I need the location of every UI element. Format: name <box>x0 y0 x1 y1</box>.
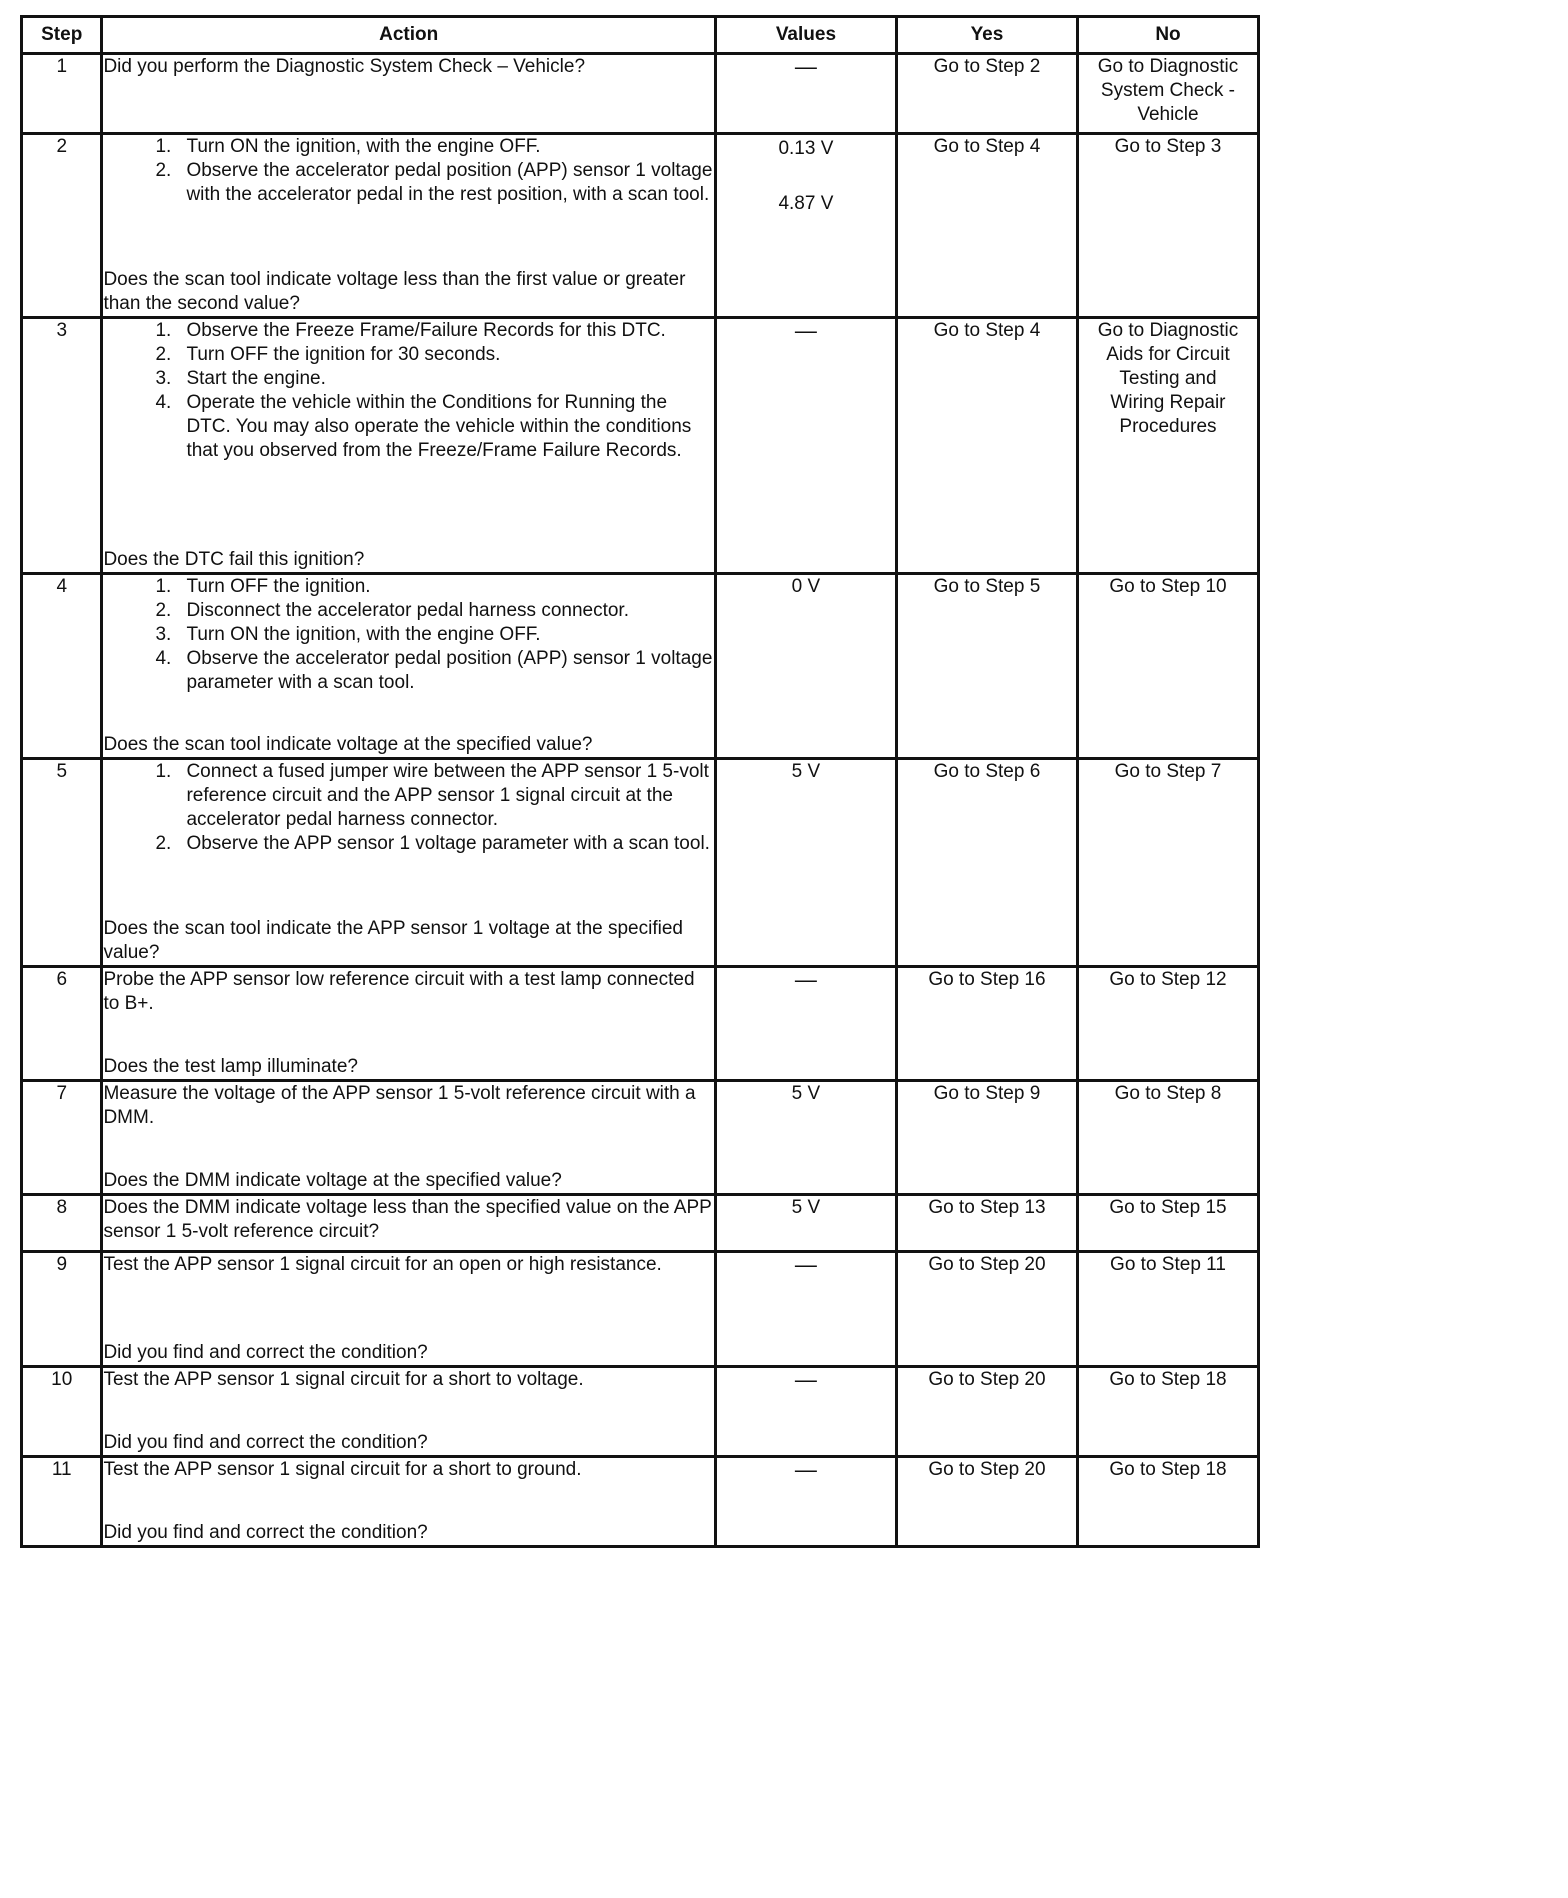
value-cell <box>715 1457 896 1547</box>
no-cell <box>1077 54 1258 134</box>
value-cell <box>715 1081 896 1195</box>
diagnostic-table <box>20 15 1260 1548</box>
no-cell: Go to Step 7 <box>1077 759 1258 967</box>
yes-cell: Go to Step 9 <box>896 1081 1077 1195</box>
yes-cell: Go to Step 20 <box>896 1457 1077 1547</box>
value-text: 0 V <box>791 576 821 597</box>
value-text: — <box>794 1252 817 1277</box>
action-cell <box>102 54 715 134</box>
table-row <box>22 54 1259 134</box>
step-number: 3 <box>22 318 102 574</box>
no-text-line: Go to Diagnostic <box>1097 320 1239 341</box>
header-yes: Yes <box>896 17 1077 54</box>
action-steps <box>103 135 713 207</box>
table-row <box>22 1195 1259 1252</box>
value-cell <box>715 759 896 967</box>
action-cell <box>102 1367 715 1457</box>
header-row <box>22 17 1259 54</box>
table-row <box>22 1457 1259 1547</box>
action-step: 1. Connect a fused jumper wire between the APP sensor 1 5-volt reference circuit and the APP sensor 1 signal circuit at the accelerator pedal harness connector. <box>155 761 709 830</box>
action-step: 3. Start the engine. <box>155 368 326 389</box>
no-text-line: Aids for Circuit <box>1106 344 1230 365</box>
action-cell <box>102 1195 715 1252</box>
yes-cell: Go to Step 4 <box>896 134 1077 318</box>
step-number: 1 <box>22 54 102 134</box>
value-cell <box>715 1367 896 1457</box>
action-question: Does the DTC fail this ignition? <box>103 549 365 570</box>
value-text: 4.87 V <box>778 193 834 214</box>
action-question: Does the test lamp illuminate? <box>103 1056 358 1077</box>
header-step: Step <box>22 17 102 54</box>
action-text: Measure the voltage of the APP sensor 1 5-volt reference circuit with a DMM. <box>103 1083 696 1128</box>
no-text-line: Testing and <box>1119 368 1217 389</box>
value-cell <box>715 574 896 759</box>
action-text: Probe the APP sensor low reference circuit with a test lamp connected to B+. <box>103 969 695 1014</box>
action-cell <box>102 574 715 759</box>
step-number: 9 <box>22 1252 102 1367</box>
table-row <box>22 134 1259 318</box>
action-cell <box>102 967 715 1081</box>
table-row <box>22 759 1259 967</box>
no-text-line: Procedures <box>1119 416 1217 437</box>
value-text: 5 V <box>791 761 821 782</box>
action-steps <box>103 575 713 695</box>
step-number: 5 <box>22 759 102 967</box>
table-row <box>22 1081 1259 1195</box>
action-step: 2. Turn OFF the ignition for 30 seconds. <box>155 344 501 365</box>
yes-cell: Go to Step 2 <box>896 54 1077 134</box>
no-cell: Go to Step 15 <box>1077 1195 1258 1252</box>
value-cell <box>715 318 896 574</box>
step-number: 10 <box>22 1367 102 1457</box>
step-number: 7 <box>22 1081 102 1195</box>
value-text: — <box>794 54 817 79</box>
action-question: Does the DMM indicate voltage less than the specified value on the APP sensor 1 5-volt reference circuit? <box>103 1197 712 1242</box>
value-cell <box>715 1252 896 1367</box>
step-number: 11 <box>22 1457 102 1547</box>
step-number: 4 <box>22 574 102 759</box>
action-cell <box>102 134 715 318</box>
no-cell: Go to Step 12 <box>1077 967 1258 1081</box>
value-cell <box>715 134 896 318</box>
no-cell: Go to Step 18 <box>1077 1367 1258 1457</box>
action-text: Test the APP sensor 1 signal circuit for a short to voltage. <box>103 1369 584 1390</box>
action-cell <box>102 318 715 574</box>
action-step: 2. Disconnect the accelerator pedal harness connector. <box>155 600 629 621</box>
table-row <box>22 967 1259 1081</box>
value-cell <box>715 54 896 134</box>
step-number: 8 <box>22 1195 102 1252</box>
no-text-line: Vehicle <box>1137 104 1199 125</box>
table-row <box>22 574 1259 759</box>
no-text-line: Go to Diagnostic <box>1097 56 1239 77</box>
action-question: Did you find and correct the condition? <box>103 1522 428 1543</box>
value-text: 5 V <box>791 1083 821 1104</box>
action-cell <box>102 1081 715 1195</box>
no-cell: Go to Step 8 <box>1077 1081 1258 1195</box>
yes-cell: Go to Step 4 <box>896 318 1077 574</box>
header-no: No <box>1077 17 1258 54</box>
action-text: Did you perform the Diagnostic System Check – Vehicle? <box>103 56 586 77</box>
action-step: 3. Turn ON the ignition, with the engine OFF. <box>155 624 541 645</box>
yes-cell: Go to Step 5 <box>896 574 1077 759</box>
no-cell: Go to Step 3 <box>1077 134 1258 318</box>
value-text: — <box>794 1367 817 1392</box>
no-cell: Go to Step 18 <box>1077 1457 1258 1547</box>
value-text: — <box>794 967 817 992</box>
yes-cell: Go to Step 16 <box>896 967 1077 1081</box>
action-question: Did you find and correct the condition? <box>103 1432 428 1453</box>
action-question: Does the scan tool indicate voltage at the specified value? <box>103 734 593 755</box>
no-cell: Go to Step 10 <box>1077 574 1258 759</box>
action-steps <box>103 319 713 463</box>
action-step: 1. Observe the Freeze Frame/Failure Records for this DTC. <box>155 320 666 341</box>
table-row <box>22 1367 1259 1457</box>
table-row <box>22 1252 1259 1367</box>
action-steps <box>103 760 713 856</box>
no-cell <box>1077 318 1258 574</box>
action-step: 1. Turn ON the ignition, with the engine OFF. <box>155 136 541 157</box>
table-row <box>22 318 1259 574</box>
action-text: Test the APP sensor 1 signal circuit for a short to ground. <box>103 1459 582 1480</box>
no-cell: Go to Step 11 <box>1077 1252 1258 1367</box>
header-action: Action <box>102 17 715 54</box>
action-question: Does the scan tool indicate voltage less than the first value or greater than the second value? <box>103 269 686 314</box>
value-text: — <box>794 318 817 343</box>
action-text: Test the APP sensor 1 signal circuit for an open or high resistance. <box>103 1254 662 1275</box>
action-step: 1. Turn OFF the ignition. <box>155 576 371 597</box>
no-text-line: Wiring Repair <box>1110 392 1226 413</box>
action-cell <box>102 1457 715 1547</box>
value-text: 0.13 V <box>778 138 834 159</box>
action-step: 4. Operate the vehicle within the Conditions for Running the DTC. You may also operate the vehicle within the conditions that you observed from the Freeze/Frame Failure Records. <box>155 392 692 461</box>
yes-cell: Go to Step 6 <box>896 759 1077 967</box>
yes-cell: Go to Step 20 <box>896 1252 1077 1367</box>
action-step: 4. Observe the accelerator pedal position (APP) sensor 1 voltage parameter with a scan tool. <box>155 648 713 693</box>
action-step: 2. Observe the accelerator pedal position (APP) sensor 1 voltage with the accelerator pedal in the rest position, with a scan tool. <box>155 160 713 205</box>
value-cell <box>715 967 896 1081</box>
action-step: 2. Observe the APP sensor 1 voltage parameter with a scan tool. <box>155 833 710 854</box>
header-values: Values <box>715 17 896 54</box>
no-text-line: System Check - <box>1100 80 1236 101</box>
yes-cell: Go to Step 13 <box>896 1195 1077 1252</box>
value-text: 5 V <box>791 1197 821 1218</box>
value-text: — <box>794 1457 817 1482</box>
action-cell <box>102 1252 715 1367</box>
step-number: 2 <box>22 134 102 318</box>
action-question: Did you find and correct the condition? <box>103 1342 428 1363</box>
step-number: 6 <box>22 967 102 1081</box>
action-cell <box>102 759 715 967</box>
action-question: Does the scan tool indicate the APP sensor 1 voltage at the specified value? <box>103 918 683 963</box>
yes-cell: Go to Step 20 <box>896 1367 1077 1457</box>
action-question: Does the DMM indicate voltage at the specified value? <box>103 1170 562 1191</box>
value-cell <box>715 1195 896 1252</box>
